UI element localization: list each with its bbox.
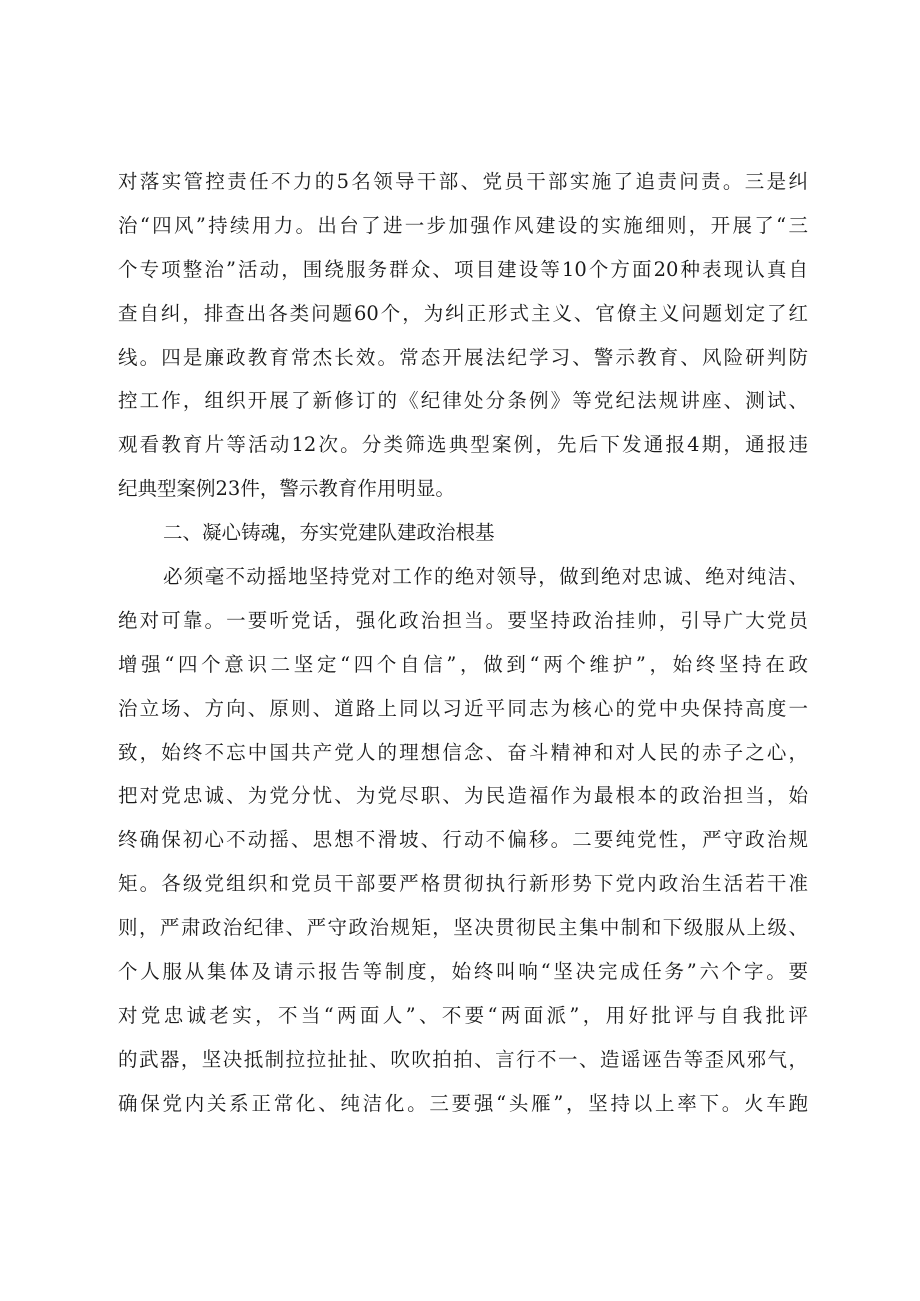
paragraph-1 [118, 160, 808, 511]
text-line: 个人服从集体及请示报告等制度，始终叫响“坚决完成任务”六个字。要 [118, 960, 808, 984]
text-line: 线。四是廉政教育常杰长效。常态开展法纪学习、警示教育、风险研判防 [118, 345, 808, 369]
text-line: 治立场、方向、原则、道路上同以习近平同志为核心的党中央保持高度一 [118, 696, 808, 720]
text-line: 矩。各级党组织和党员干部要严格贯彻执行新形势下党内政治生活若干准 [118, 872, 808, 896]
text-line: 终确保初心不动摇、思想不滑坡、行动不偏移。二要纯党性，严守政治规 [118, 828, 808, 852]
text-line: 查自纠，排查出各类问题60个，为纠正形式主义、官僚主义问题划定了红 [118, 301, 808, 325]
text-line: 则，严肃政治纪律、严守政治规矩，坚决贯彻民主集中制和下级服从上级、 [118, 916, 808, 940]
text-line: 治“四风”持续用力。出台了进一步加强作风建设的实施细则，开展了“三 [118, 213, 808, 237]
document-body [118, 160, 808, 1126]
paragraph-2 [118, 555, 808, 1126]
text-line: 对落实管控责任不力的5名领导干部、党员干部实施了追责问责。三是纠 [118, 170, 808, 193]
text-line: 必须毫不动摇地坚持党对工作的绝对领导，做到绝对忠诚、绝对纯洁、 [163, 565, 808, 589]
text-line: 的武器，坚决抵制拉拉扯扯、吹吹拍拍、言行不一、造谣诬告等歪风邪气， [118, 1047, 808, 1071]
text-line: 绝对可靠。一要听党话，强化政治担当。要坚持政治挂帅，引导广大党员 [118, 608, 808, 632]
text-line: 观看教育片等活动12次。分类筛选典型案例，先后下发通报4期，通报违 [118, 433, 808, 457]
text-line: 控工作，组织开展了新修订的《纪律处分条例》等党纪法规讲座、测试、 [118, 389, 808, 413]
text-line: 致，始终不忘中国共产党人的理想信念、奋斗精神和对人民的赤子之心， [118, 740, 808, 764]
text-line: 对党忠诚老实，不当“两面人”、不要“两面派”，用好批评与自我批评 [118, 1003, 808, 1027]
section-heading: 二、凝心铸魂，夯实党建队建政治根基 [163, 521, 495, 545]
text-line: 把对党忠诚、为党分忧、为党尽职、为民造福作为最根本的政治担当，始 [118, 784, 808, 808]
text-line: 增强“四个意识二坚定“四个自信”，做到“两个维护”，始终坚持在政 [118, 652, 808, 676]
text-line: 纪典型案例23件，警示教育作用明显。 [118, 477, 455, 501]
text-line: 确保党内关系正常化、纯洁化。三要强“头雁”，坚持以上率下。火车跑 [118, 1091, 808, 1115]
text-line: 个专项整治”活动，围绕服务群众、项目建设等10个方面20种表现认真自 [118, 257, 808, 281]
